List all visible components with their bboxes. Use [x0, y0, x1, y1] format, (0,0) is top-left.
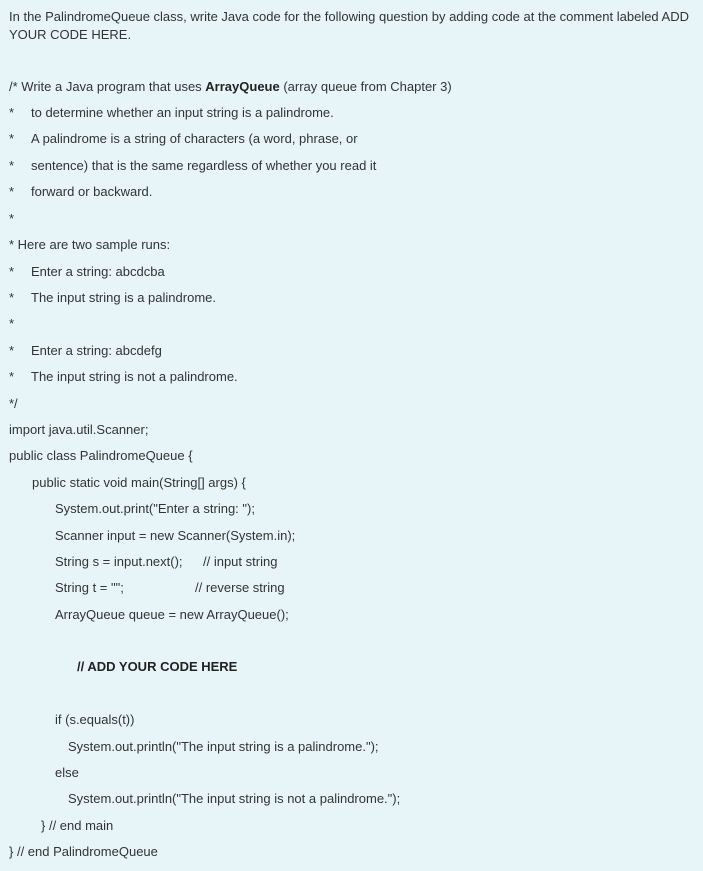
- string-t-statement: String t = "";: [55, 580, 124, 595]
- comment-line-6: *: [9, 211, 15, 226]
- comment-star: *: [9, 369, 15, 384]
- comment-line-7: * Here are two sample runs:: [9, 237, 171, 252]
- comment-line-3-text: A palindrome is a string of characters (a word, phrase, or: [31, 131, 358, 146]
- comment-star: *: [9, 105, 15, 120]
- class-declaration: public class PalindromeQueue {: [9, 448, 193, 463]
- println-not-palindrome: System.out.println("The input string is not a palindrome.");: [68, 791, 401, 806]
- comment-star: *: [9, 264, 15, 279]
- end-class: } // end PalindromeQueue: [9, 844, 158, 859]
- main-declaration: public static void main(String[] args) {: [32, 475, 246, 490]
- comment-line-8: [9, 264, 165, 280]
- comment-star: *: [9, 158, 15, 173]
- println-palindrome: System.out.println("The input string is a palindrome.");: [68, 739, 379, 754]
- comment-line-11: [9, 343, 162, 359]
- comment-star: *: [9, 131, 15, 146]
- else-statement: else: [55, 765, 79, 780]
- sample-run-2-output: The input string is not a palindrome.: [31, 369, 238, 384]
- string-s-comment: // input string: [203, 554, 278, 569]
- string-s-statement: String s = input.next();: [55, 554, 183, 569]
- comment-line-2-text: to determine whether an input string is a palindrome.: [31, 105, 334, 120]
- scanner-statement: Scanner input = new Scanner(System.in);: [55, 528, 296, 543]
- comment-line-1-post: (array queue from Chapter 3): [279, 79, 452, 94]
- queue-statement: ArrayQueue queue = new ArrayQueue();: [55, 607, 289, 622]
- comment-line-10: *: [9, 316, 15, 331]
- comment-star: *: [9, 184, 15, 199]
- if-statement: if (s.equals(t)): [55, 712, 135, 727]
- comment-star: *: [9, 290, 15, 305]
- comment-line-3: [9, 131, 358, 147]
- comment-line-1-pre: /* Write a Java program that uses: [9, 79, 206, 94]
- comment-line-4-text: sentence) that is the same regardless of whether you read it: [31, 158, 377, 173]
- print-prompt-statement: System.out.print("Enter a string: ");: [55, 501, 255, 516]
- comment-line-5-text: forward or backward.: [31, 184, 153, 199]
- comment-line-1: [9, 79, 452, 95]
- question-intro: In the PalindromeQueue class, write Java code for the following question by adding code at the comment labeled ADD YOUR CODE HERE.: [9, 9, 690, 42]
- comment-star: *: [9, 343, 15, 358]
- comment-line-9: [9, 290, 216, 306]
- array-queue-bold: ArrayQueue: [205, 79, 280, 94]
- comment-line-5: [9, 184, 152, 200]
- sample-run-1-output: The input string is a palindrome.: [31, 290, 216, 305]
- sample-run-2-input: Enter a string: abcdefg: [31, 343, 162, 358]
- comment-line-12: [9, 369, 238, 385]
- comment-line-4: [9, 158, 376, 174]
- comment-line-2: [9, 105, 334, 121]
- comment-line-13: */: [9, 396, 18, 411]
- end-main: } // end main: [41, 818, 114, 833]
- add-code-comment: // ADD YOUR CODE HERE: [77, 659, 238, 674]
- string-t-comment: // reverse string: [195, 580, 285, 595]
- sample-run-1-input: Enter a string: abcdcba: [31, 264, 165, 279]
- import-statement: import java.util.Scanner;: [9, 422, 149, 437]
